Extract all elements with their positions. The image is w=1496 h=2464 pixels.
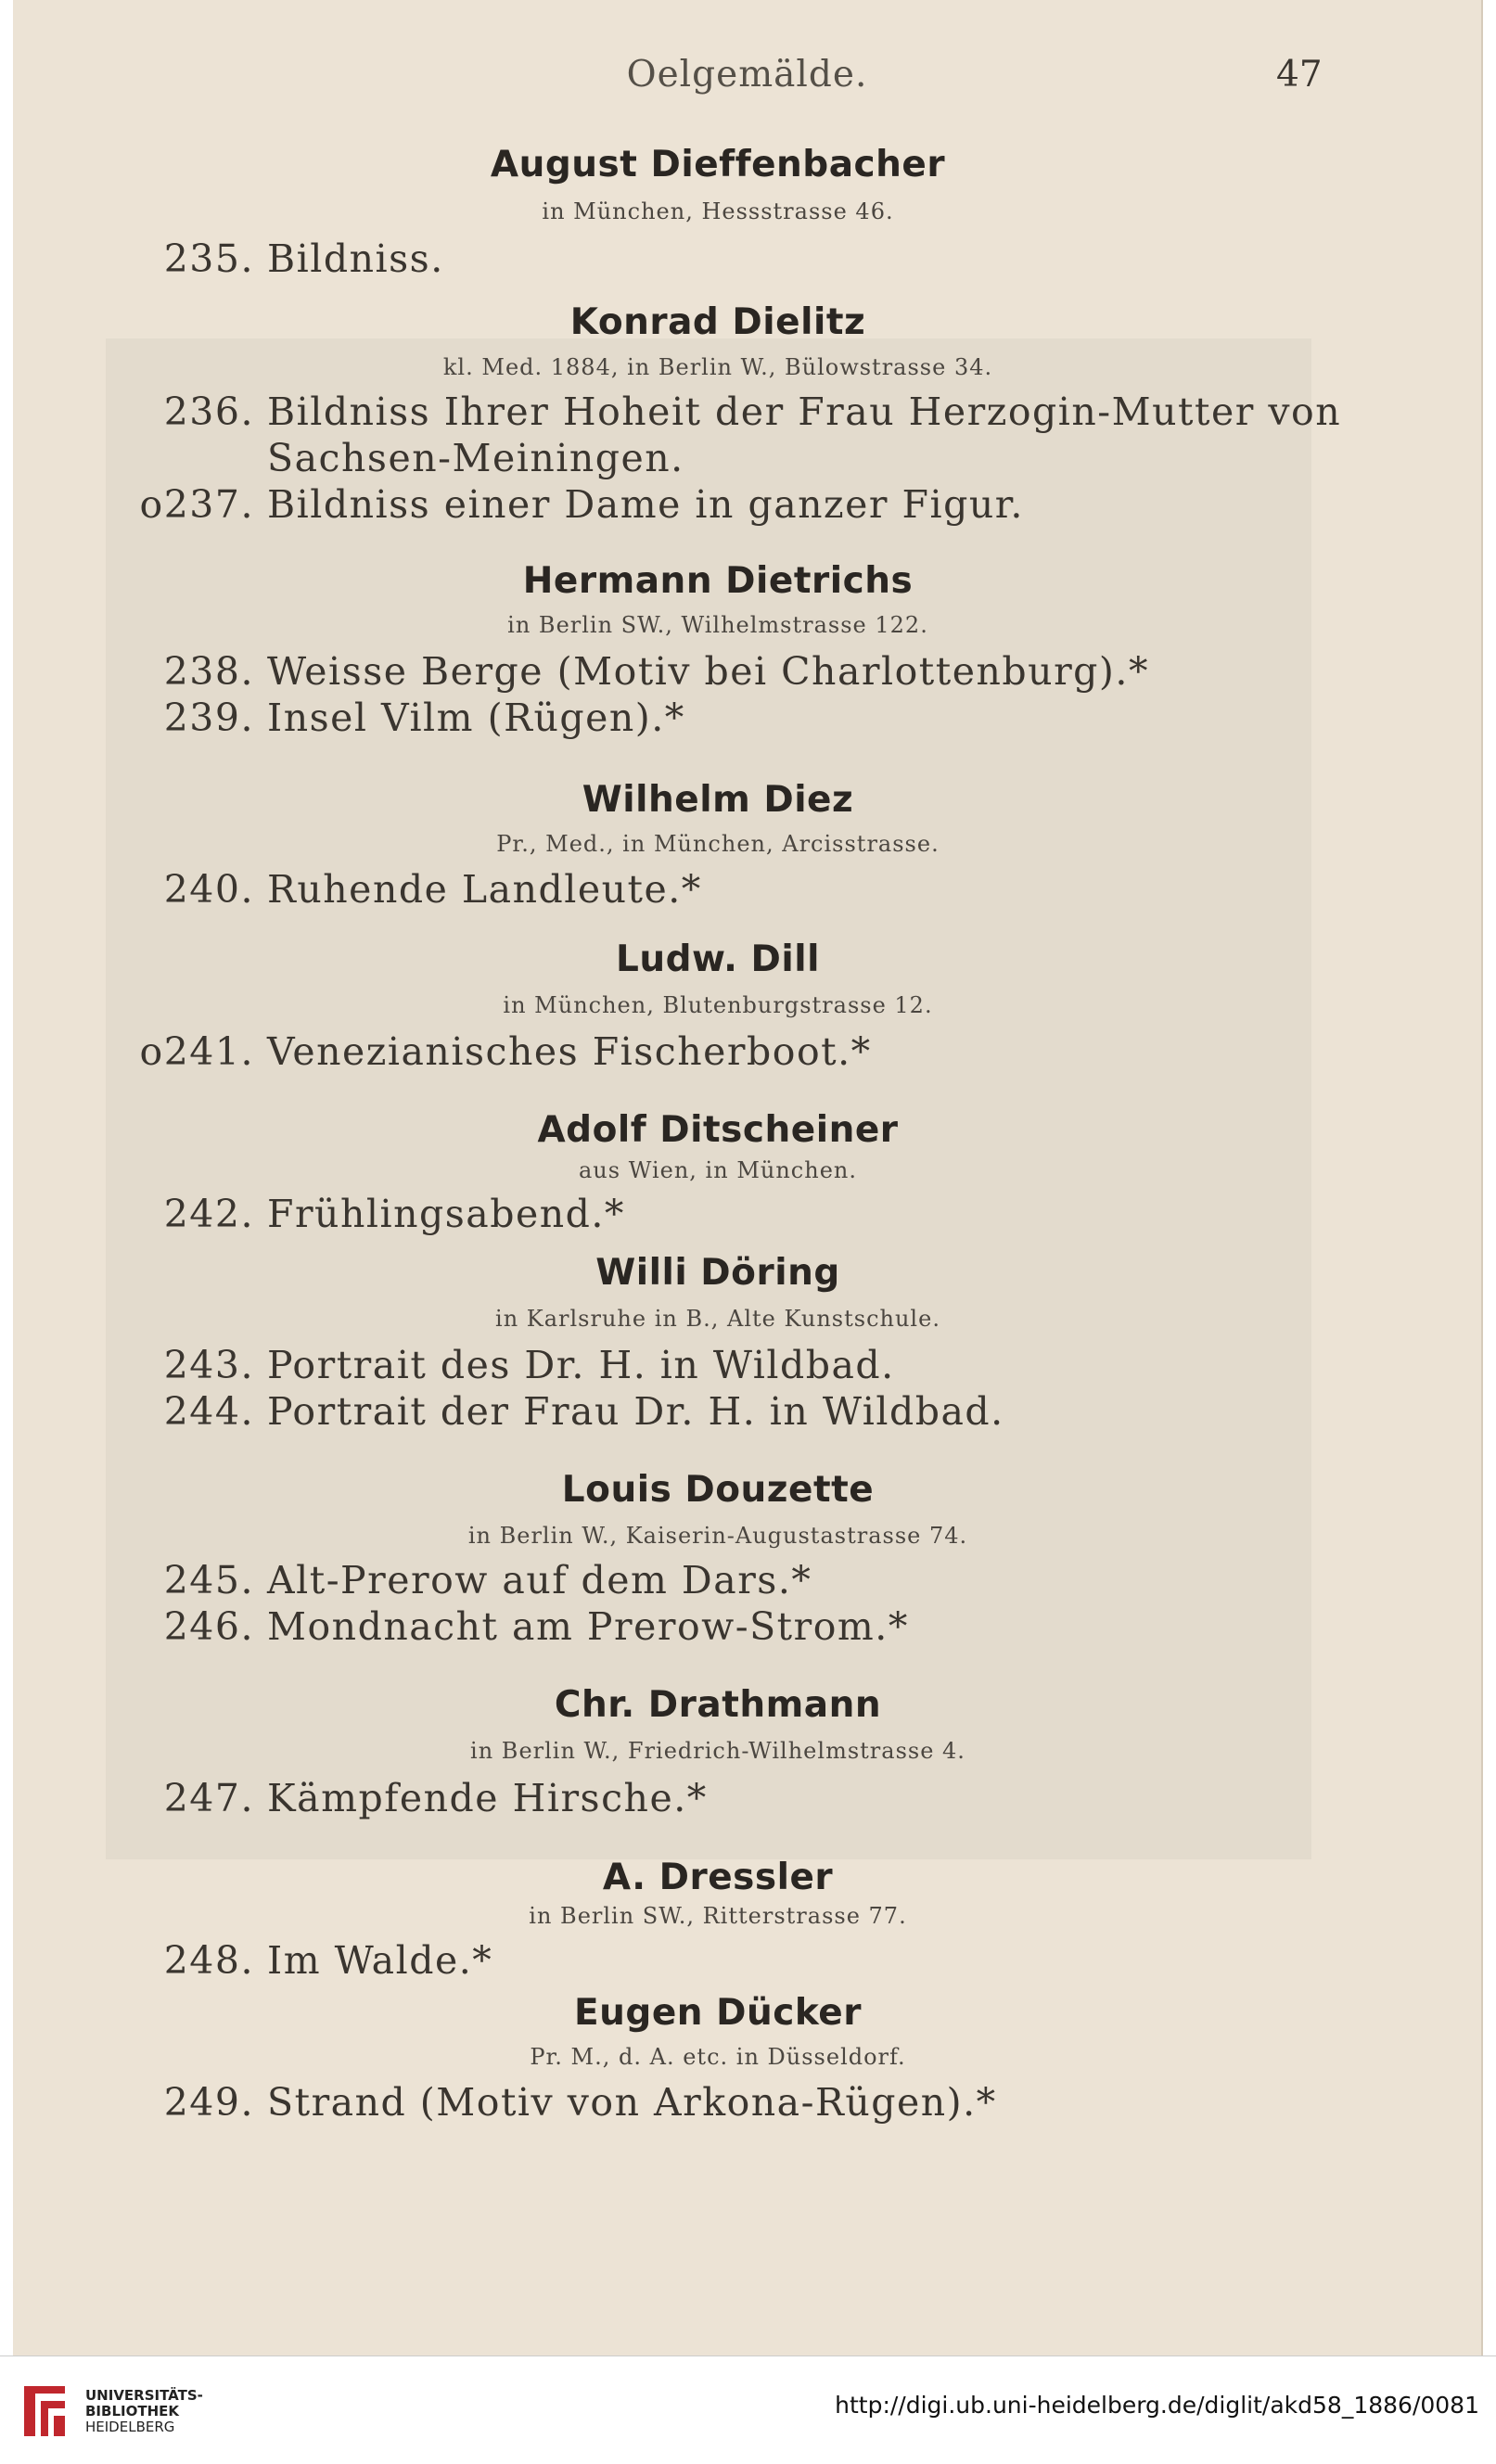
catalog-number: 249.	[163, 2080, 254, 2125]
catalog-number: 239.	[163, 696, 254, 740]
catalog-number: 245.	[163, 1558, 254, 1602]
work-title: Alt-Prerow auf dem Dars.*	[267, 1558, 812, 1602]
logo-line: HEIDELBERG	[85, 2419, 175, 2435]
artist-info: in Berlin SW., Ritterstrasse 77.	[529, 1903, 907, 1929]
artist-name: Wilhelm Diez	[582, 779, 854, 821]
artist-info: aus Wien, in München.	[579, 1157, 857, 1183]
artist-name: Hermann Dietrichs	[522, 560, 914, 602]
viewer-footer	[0, 2355, 1496, 2464]
work-title: Ruhende Landleute.*	[267, 867, 702, 912]
work-title: Bildniss Ihrer Hoheit der Frau Herzogin-Mutter von	[267, 389, 1342, 434]
catalog-entry	[115, 482, 1024, 527]
catalog-number: 242.	[163, 1192, 254, 1236]
artist-info: in Karlsruhe in B., Alte Kunstschule.	[495, 1306, 940, 1332]
university-library-logo-icon	[17, 2379, 72, 2444]
work-title: Insel Vilm (Rügen).*	[267, 696, 685, 740]
catalog-number: 244.	[163, 1389, 254, 1434]
artist-info: in München, Hessstrasse 46.	[542, 198, 894, 224]
work-title: Mondnacht am Prerow-Strom.*	[267, 1604, 909, 1649]
catalog-number: 246.	[163, 1604, 254, 1649]
catalog-entry	[115, 1558, 812, 1602]
artist-info: Pr., Med., in München, Arcisstrasse.	[496, 831, 940, 857]
catalog-entry	[115, 1343, 895, 1387]
catalog-entry	[115, 867, 702, 912]
work-title: Bildniss.	[267, 236, 444, 281]
artist-name: Ludw. Dill	[616, 938, 820, 980]
logo-line: BIBLIOTHEK	[85, 2403, 179, 2419]
work-title: Kämpfende Hirsche.*	[267, 1776, 708, 1820]
work-title: Bildniss einer Dame in ganzer Figur.	[267, 482, 1024, 527]
artist-info: in Berlin W., Friedrich-Wilhelmstrasse 4.	[470, 1738, 965, 1764]
catalog-entry	[115, 696, 685, 740]
catalog-entry	[115, 1192, 625, 1236]
running-head: Oelgemälde.	[626, 54, 868, 96]
artist-info: in München, Blutenburgstrasse 12.	[503, 992, 933, 1018]
catalog-number: 238.	[163, 649, 254, 694]
work-title: Portrait des Dr. H. in Wildbad.	[267, 1343, 895, 1387]
artist-name: Chr. Drathmann	[554, 1684, 882, 1726]
work-title: Im Walde.*	[267, 1938, 493, 1983]
page-number: 47	[1276, 54, 1323, 96]
catalog-entry	[115, 1604, 909, 1649]
library-logo-text	[85, 2388, 203, 2435]
catalog-entry	[115, 1938, 492, 1983]
catalog-entry	[115, 2080, 997, 2125]
logo-line: UNIVERSITÄTS-	[85, 2387, 203, 2404]
catalog-entry	[115, 1389, 1004, 1434]
artist-name: A. Dressler	[602, 1857, 834, 1898]
artist-info: kl. Med. 1884, in Berlin W., Bülowstrasse 34.	[442, 354, 993, 380]
catalog-number: 235.	[163, 236, 254, 281]
book-page	[13, 0, 1483, 2355]
catalog-entry	[115, 649, 1149, 694]
catalog-number: 240.	[163, 867, 254, 912]
catalog-number: 243.	[163, 1343, 254, 1387]
source-url[interactable]: http://digi.ub.uni-heidelberg.de/diglit/akd58_1886/0081	[835, 2392, 1479, 2419]
catalog-number: 248.	[163, 1938, 254, 1983]
work-title: Weisse Berge (Motiv bei Charlottenburg).*	[267, 649, 1149, 694]
artist-name: Konrad Dielitz	[569, 301, 866, 343]
artist-info: in Berlin SW., Wilhelmstrasse 122.	[507, 612, 928, 638]
catalog-entry	[115, 1029, 872, 1074]
work-title-continuation: Sachsen-Meiningen.	[267, 436, 684, 480]
catalog-number: 236.	[163, 389, 254, 434]
catalog-number: o241.	[139, 1029, 254, 1074]
catalog-number: 247.	[163, 1776, 254, 1820]
work-title: Venezianisches Fischerboot.*	[267, 1029, 872, 1074]
artist-info: in Berlin W., Kaiserin-Augustastrasse 74.	[467, 1523, 968, 1549]
catalog-entry	[115, 236, 444, 281]
artist-name: Eugen Dücker	[574, 1992, 862, 2034]
artist-info: Pr. M., d. A. etc. in Düsseldorf.	[530, 2044, 906, 2070]
catalog-entry	[115, 1776, 708, 1820]
artist-name: Louis Douzette	[561, 1469, 875, 1511]
work-title: Strand (Motiv von Arkona-Rügen).*	[267, 2080, 997, 2125]
work-title: Portrait der Frau Dr. H. in Wildbad.	[267, 1389, 1004, 1434]
artist-name: August Dieffenbacher	[490, 144, 946, 185]
catalog-entry	[115, 389, 1341, 434]
catalog-number: o237.	[139, 482, 254, 527]
artist-name: Adolf Ditscheiner	[537, 1109, 899, 1151]
work-title: Frühlingsabend.*	[267, 1192, 625, 1236]
artist-name: Willi Döring	[595, 1252, 840, 1294]
